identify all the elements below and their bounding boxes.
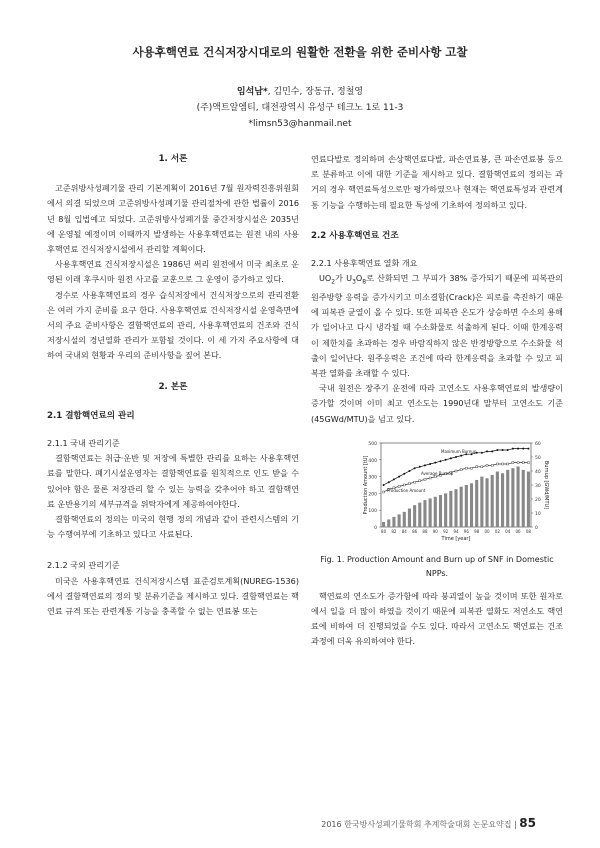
average-burnup-point (476, 466, 478, 468)
production-bar (403, 512, 406, 527)
y-tick-label: 200 (368, 492, 377, 498)
production-bar (392, 517, 395, 527)
average-burnup-point (429, 477, 431, 479)
s211-paragraph-2: 결함핵연료의 정의는 미국의 현행 정의 개념과 같이 관련시스템의 기능 수행여부에 기초하고 있다고 사료된다. (47, 514, 299, 540)
production-bar (382, 522, 385, 527)
y2-tick-label: 60 (535, 441, 541, 447)
x-tick-label: 02 (494, 528, 500, 534)
section-2-1-1: 2.1.1 국내 관리기준 (47, 438, 120, 449)
production-bar (408, 508, 411, 526)
y-tick-label: 300 (368, 475, 377, 481)
y2-tick-label: 0 (535, 525, 538, 531)
left-column (47, 152, 299, 619)
x-tick-label: 08 (525, 528, 531, 534)
y2-tick-label: 10 (535, 511, 541, 517)
x-tick-label: 82 (391, 528, 397, 534)
production-bar (429, 498, 432, 527)
maximum-burnup-point (450, 457, 452, 459)
average-burnup-point (481, 466, 483, 468)
maximum-burnup-point (507, 449, 509, 451)
page-footer (321, 816, 536, 830)
maximum-burnup-point (486, 450, 488, 452)
x-tick-label: 00 (484, 528, 490, 534)
x-axis-label: Time [year] (441, 535, 471, 542)
body-heading: 2. 본론 (158, 381, 188, 392)
y2-tick-label: 30 (535, 483, 541, 489)
y2-tick-label: 20 (535, 497, 541, 503)
production-bar (475, 480, 478, 527)
x-tick-label: 84 (401, 528, 407, 534)
chart-annotation: Average Burnup (421, 470, 454, 476)
email: *limsn53@hanmail.net (248, 119, 352, 129)
figure-1 (311, 437, 563, 547)
average-burnup-point (419, 480, 421, 482)
maximum-burnup-point (434, 461, 436, 463)
production-bar (506, 470, 509, 527)
average-burnup-point (403, 484, 405, 486)
right-paragraph-3: 핵연료의 연소도가 증가함에 따라 붕괴열이 높을 것이며 또한 원자로에서 일을 더 많이 하였을 것이기 때문에 피복관 열화도 저연소도 핵연료에 비하여 더 진행되었을 수도 있다. 따라서 고연소도 핵연료는 건조과정에 더욱 유의하여야 한다. (311, 590, 563, 647)
production-bar (444, 493, 447, 527)
maximum-burnup-point (424, 464, 426, 466)
maximum-burnup-point (491, 450, 493, 452)
production-bar (496, 471, 499, 526)
maximum-burnup-point (414, 467, 416, 469)
figure-caption: Fig. 1. Production Amount and Burn up of SNF in Domestic NPPs. (320, 554, 554, 578)
x-tick-label: 92 (443, 528, 449, 534)
maximum-burnup-point (439, 460, 441, 462)
maximum-burnup-point (383, 484, 385, 486)
maximum-burnup-point (408, 470, 410, 472)
average-burnup-point (491, 464, 493, 466)
footer-text: 2016 한국방사성폐기물학회 추계학술대회 논문요약집 | (321, 820, 520, 829)
maximum-burnup-point (455, 456, 457, 458)
maximum-burnup-point (403, 473, 405, 475)
maximum-burnup-point (517, 447, 519, 449)
y2-tick-label: 40 (535, 469, 541, 475)
y2-tick-label: 50 (535, 455, 541, 461)
production-bar (454, 489, 457, 527)
right-paragraph-2: 국내 원전은 장주기 운전에 따라 고연소도 사용후핵연료의 발생량이 증가할 것이며 이미 최고 연소도는 1990년대 말부터 고연소도 기준 (45GWd/MTU)을 넘고 있다. (311, 383, 563, 424)
average-burnup-point (471, 467, 473, 469)
y-tick-label: 400 (368, 458, 377, 464)
x-tick-label: 06 (515, 528, 521, 534)
affiliation: (주)액트알엠티, 대전광역시 유성구 테크노 1로 11-3 (196, 103, 404, 113)
average-burnup-point (496, 463, 498, 465)
y-tick-label: 0 (374, 525, 377, 531)
production-bar (398, 514, 401, 527)
right-paragraph-0: 연료다발로 정의하며 손상핵연료다발, 파손연료봉, 큰 파손연료봉 등으로 분류하고 이에 대한 기준을 제시하고 있다. 결함핵연료의 정의는 과거의 경우 핵연료특성으로만 평가하였으나 현재는 핵연료특성과 관련계통 기능을 수행하는데 필요한 특성에 기초하여 정의하고 있다. (311, 154, 563, 210)
page-number: 85 (519, 816, 536, 830)
x-tick-label: 90 (432, 528, 438, 534)
production-bar (434, 497, 437, 527)
right-column (311, 152, 563, 650)
maximum-burnup-point (445, 459, 447, 461)
s212-paragraph-1: 미국은 사용후핵연료 건식저장시스템 표준검토계획(NUREG-1536)에서 결함핵연료의 정의 및 분류기준을 제시하고 있다. 결함핵연료는 핵연료 규격 또는 관련계통 기능을 충족할 수 없는 연료봉 또는 (47, 575, 299, 617)
lead-author: 임석남* (236, 87, 268, 97)
maximum-burnup-point (419, 466, 421, 468)
production-bar (413, 505, 416, 527)
x-tick-label: 88 (422, 528, 428, 534)
average-burnup-point (455, 470, 457, 472)
production-bar (465, 485, 468, 527)
y-axis-label: Production Amount [tU] (363, 455, 369, 515)
author-block (0, 84, 600, 132)
section-2-2-1: 2.2.1 사용후핵연료 열화 개요 (311, 258, 418, 269)
production-bar (485, 478, 488, 527)
paper-title: 사용후핵연료 건식저장시대로의 원활한 전환을 위한 준비사항 고찰 (132, 45, 468, 59)
x-tick-label: 86 (412, 528, 418, 534)
right-paragraph-1 (311, 271, 563, 381)
average-burnup-point (486, 464, 488, 466)
average-burnup-point (517, 461, 519, 463)
intro-heading: 1. 서론 (158, 154, 188, 164)
maximum-burnup-point (522, 447, 524, 449)
average-burnup-point (460, 468, 462, 470)
intro-paragraph-3: 경수로 사용후핵연료의 경우 습식저장에서 건식저장으로의 관리전환은 여러 가지 준비를 요구 한다. 사용후핵연료 건식저장시설 운영측면에서의 주요 준비사항은 결함핵연료의 관리, 사용후핵연료의 건조와 건식저장시설의 경년열화 관리가 포함될 것이다. 이 세 가지 주요사항에 대하여 국내외 현황과 우리의 준비사항을 짚어 본다. (47, 289, 299, 361)
maximum-burnup-point (460, 454, 462, 456)
maximum-burnup-point (496, 449, 498, 451)
production-bar (501, 473, 504, 527)
intro-paragraph-2: 사용후핵연료 건식저장시설은 1986년 써리 원전에서 미국 최초로 운영된 이래 후쿠시마 원전 사고를 교훈으로 그 운영이 증가하고 있다. (47, 259, 299, 285)
maximum-burnup-point (398, 475, 400, 477)
production-bar (522, 470, 525, 527)
production-bar (423, 500, 426, 527)
x-tick-label: 80 (381, 528, 387, 534)
uo2-text: UO (319, 273, 332, 284)
production-bar (491, 475, 494, 527)
maximum-burnup-point (388, 481, 390, 483)
chart-annotation: Maximum Burnup (441, 448, 477, 454)
maximum-burnup-point (527, 447, 529, 449)
production-bar (439, 495, 442, 527)
x-tick-label: 94 (453, 528, 459, 534)
maximum-burnup-point (512, 447, 514, 449)
production-bar (470, 483, 473, 527)
average-burnup-point (424, 478, 426, 480)
average-burnup-point (512, 461, 514, 463)
x-tick-label: 04 (505, 528, 511, 534)
x-tick-label: 96 (463, 528, 469, 534)
burnup-chart (311, 437, 563, 547)
co-authors: , 김민수, 장동규, 정철영 (267, 87, 364, 97)
average-burnup-point (502, 463, 504, 465)
section-2-1: 2.1 결함핵연료의 관리 (47, 410, 135, 421)
production-bar (387, 519, 390, 527)
s211-paragraph-1: 결함핵연료는 취급·운반 및 저장에 특별한 관리를 요하는 사용후핵연료를 말한다. 폐기시설운영자는 결함핵연료를 원칙적으로 인도 받을 수 있어야 함은 물론 저장관리 할 수 있는 능력을 갖추어야 하고 결함핵연료 운반용기의 세부규격을 위탁자에게 제공하여야한다. (47, 453, 299, 509)
production-bar (449, 491, 452, 527)
y-tick-label: 100 (368, 509, 377, 515)
x-tick-label: 98 (474, 528, 480, 534)
average-burnup-point (522, 461, 524, 463)
average-burnup-point (465, 467, 467, 469)
section-2-2: 2.2 사용후핵연료 건조 (311, 230, 399, 241)
section-2-1-2: 2.1.2 국외 관리기준 (47, 560, 120, 571)
average-burnup-point (383, 491, 385, 493)
y-tick-label: 500 (368, 441, 377, 447)
maximum-burnup-point (502, 449, 504, 451)
average-burnup-point (414, 481, 416, 483)
average-burnup-point (527, 461, 529, 463)
u3o8-prefix: 가 U (335, 273, 353, 284)
average-burnup-point (507, 463, 509, 465)
production-bar (527, 471, 530, 526)
production-bar (480, 476, 483, 526)
production-bar (460, 487, 463, 527)
intro-paragraph-1: 고준위방사성폐기물 관리 기본계획이 2016년 7월 원자력진흥위원회에서 의결 되었으며 고준위방사성폐기물 관리절차에 관한 법률이 2016년 8월 입법예고 되었다. 고준위방사성폐기물 중간저장시설은 2035년에 운영될 예정이며 이때까지 발생하는 사용후핵연료는 원전 내의 사용후핵연료 건식저장시설에서 관리할 계획이다. (47, 183, 299, 255)
subscript-3: 3 (352, 278, 356, 286)
y2-axis-label: Burnup [GWd/MTU] (543, 460, 549, 509)
u3o8-oxygen: O (355, 273, 363, 284)
maximum-burnup-point (481, 452, 483, 454)
production-bar (511, 468, 514, 527)
production-bar (418, 502, 421, 526)
average-burnup-point (408, 482, 410, 484)
maximum-burnup-point (429, 463, 431, 465)
subscript-2: 2 (331, 278, 336, 286)
production-bar (517, 466, 520, 526)
chart-annotation: Production Amount (387, 487, 426, 493)
subscript-8: 8 (362, 278, 367, 286)
maximum-burnup-point (393, 478, 395, 480)
oxidation-text: 로 산화되면 그 부피가 38% 증가되기 때문에 피복관의 원주방향 응력을 증가시키고 미소결함(Crack)은 피로를 촉진하기 때문에 피복관 균열이 올 수 있다. 또한 피복관 온도가 상승하면 수소의 용해가 일어나고 다시 냉각될 때 수소화물로 석출하게 된다. 이때 한계응력이 제한치를 초과하는 경우 바람직하지 않은 반경방향으로 수소화물 석출이 일어난다. 원주응력은 조건에 따라 한계응력을 초과할 수 있고 피복관 열화를 초래할 수 있다. (311, 273, 563, 379)
